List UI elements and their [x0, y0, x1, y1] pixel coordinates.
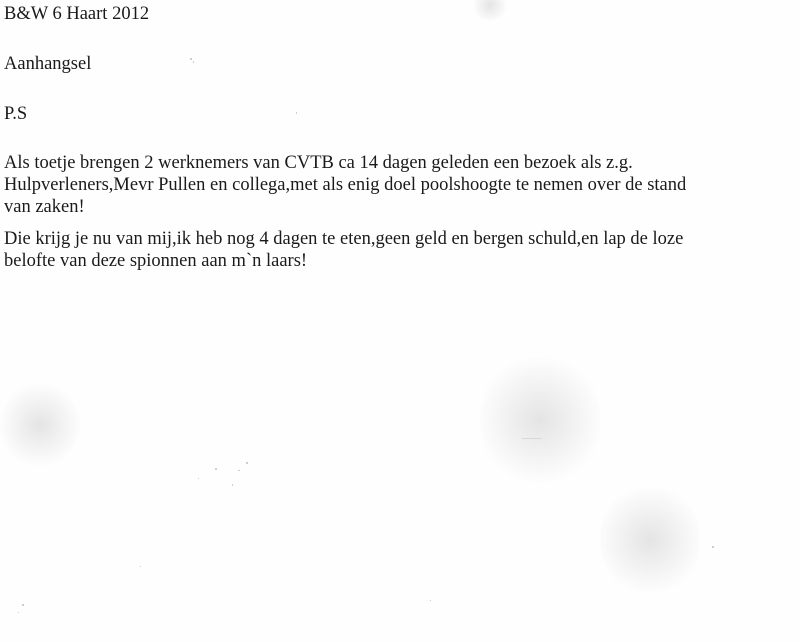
scan-speck	[232, 484, 233, 486]
scan-speck	[712, 546, 714, 548]
scan-speck	[246, 462, 248, 464]
scan-speck	[430, 600, 431, 601]
scan-speck	[22, 604, 24, 606]
body-line: Als toetje brengen 2 werknemers van CVTB ca 14 dagen geleden een bezoek als z.g.	[4, 153, 633, 173]
scan-speck	[190, 58, 192, 60]
body-line: Hulpverleners,Mevr Pullen en collega,met als enig doel poolshoogte te nemen over de stand	[4, 175, 687, 195]
scan-speck	[140, 566, 141, 567]
scan-smudge	[470, 0, 510, 20]
body-line: belofte van deze spionnen aan m`n laars!	[4, 251, 308, 271]
scan-speck	[198, 478, 199, 479]
scan-speck	[296, 112, 297, 114]
scan-smudge	[600, 480, 700, 600]
body-line: van zaken!	[4, 197, 85, 217]
scan-smudge	[480, 350, 600, 490]
scan-speck	[238, 470, 240, 471]
scan-smudge	[0, 380, 80, 470]
document-subheading: Aanhangsel	[4, 54, 92, 74]
postscript-label: P.S	[4, 104, 28, 124]
scan-speck	[215, 468, 217, 470]
body-line: Die krijg je nu van mij,ik heb nog 4 dagen te eten,geen geld en bergen schuld,en lap de loze	[4, 229, 684, 249]
scan-speck	[193, 61, 194, 63]
scan-speck	[18, 612, 19, 613]
document-heading: B&W 6 Haart 2012	[4, 4, 150, 24]
scan-speck	[522, 438, 542, 439]
